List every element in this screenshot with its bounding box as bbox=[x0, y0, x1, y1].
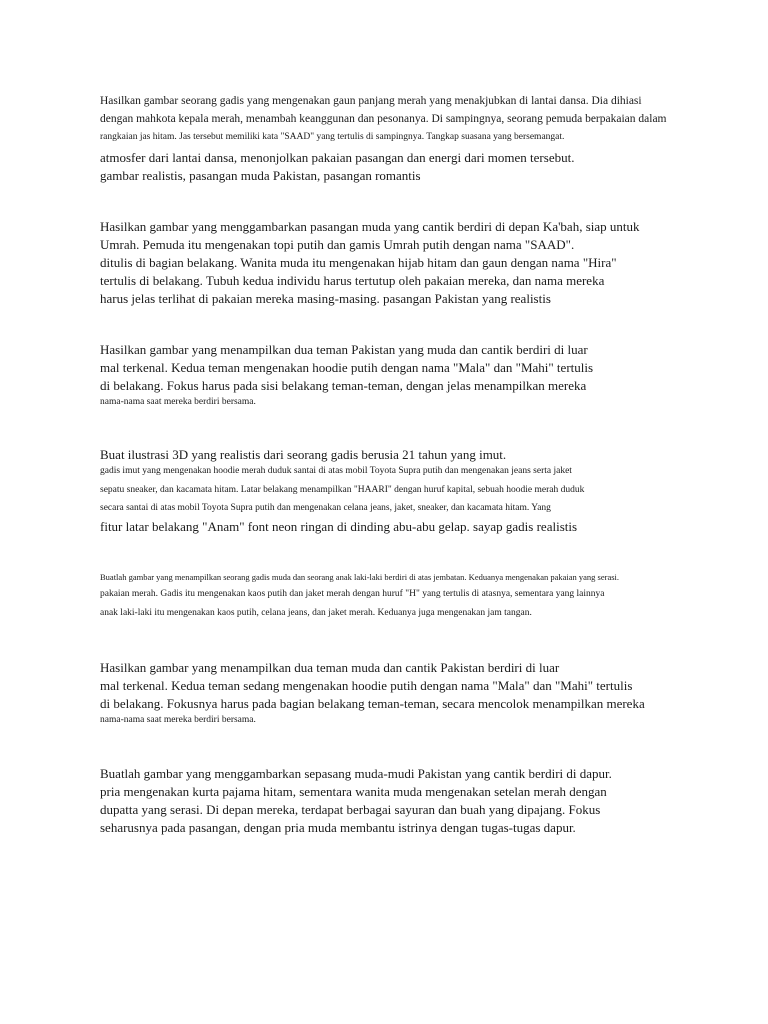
text-line: sepatu sneaker, dan kacamata hitam. Latar belakang menampilkan "HAARI" dengan huruf kapital, sebuah hoodie merah duduk bbox=[100, 485, 585, 495]
text-line: di belakang. Fokusnya harus pada bagian belakang teman-teman, secara mencolok menampilkan mereka bbox=[100, 696, 645, 711]
text-line: pakaian merah. Gadis itu mengenakan kaos putih dan jaket merah dengan huruf "H" yang tertulis di atasnya, sementara yang lainnya bbox=[100, 589, 605, 599]
text-line: mal terkenal. Kedua teman mengenakan hoodie putih dengan nama "Mala" dan "Mahi" tertulis bbox=[100, 360, 594, 375]
text-line: harus jelas terlihat di pakaian mereka masing-masing. pasangan Pakistan yang realistis bbox=[100, 291, 551, 306]
text-line: gadis imut yang mengenakan hoodie merah duduk santai di atas mobil Toyota Supra putih dan mengenakan jeans serta jaket bbox=[100, 466, 572, 476]
text-line: dengan mahkota kepala merah, menambah keanggunan dan pesonanya. Di sampingnya, seorang pemuda berpakaian dalam bbox=[100, 113, 667, 125]
text-line: anak laki-laki itu mengenakan kaos putih, celana jeans, dan jaket merah. Keduanya juga mengenakan jam tangan. bbox=[100, 608, 532, 618]
text-line: Hasilkan gambar yang menggambarkan pasangan muda yang cantik berdiri di depan Ka'bah, siap untuk bbox=[100, 219, 640, 234]
text-line: Buatlah gambar yang menampilkan seorang gadis muda dan seorang anak laki-laki berdiri di atas jembatan. Keduanya mengenakan pakaian yang serasi. bbox=[100, 572, 620, 582]
text-line: pria mengenakan kurta pajama hitam, sementara wanita muda mengenakan setelan merah dengan bbox=[100, 784, 607, 799]
text-line: Buat ilustrasi 3D yang realistis dari seorang gadis berusia 21 tahun yang imut. bbox=[100, 447, 507, 462]
text-line: Hasilkan gambar seorang gadis yang mengenakan gaun panjang merah yang menakjubkan di lantai dansa. Dia dihiasi bbox=[100, 95, 642, 107]
text-line: atmosfer dari lantai dansa, menonjolkan pakaian pasangan dan energi dari momen tersebut. bbox=[100, 150, 575, 165]
text-line: Hasilkan gambar yang menampilkan dua teman muda dan cantik Pakistan berdiri di luar bbox=[100, 660, 560, 675]
text-line: secara santai di atas mobil Toyota Supra putih dan mengenakan celana jeans, jaket, sneaker, dan kacamata hitam. Yang bbox=[100, 503, 551, 513]
text-line: rangkaian jas hitam. Jas tersebut memiliki kata "SAAD" yang tertulis di sampingnya. Tangkap suasana yang bersemangat. bbox=[100, 132, 565, 142]
text-line: dupatta yang serasi. Di depan mereka, terdapat berbagai sayuran dan buah yang dipajang. Fokus bbox=[100, 802, 601, 817]
text-line: ditulis di bagian belakang. Wanita muda itu mengenakan hijab hitam dan gaun dengan nama "Hira" bbox=[100, 255, 617, 270]
text-line: mal terkenal. Kedua teman sedang mengenakan hoodie putih dengan nama "Mala" dan "Mahi" tertulis bbox=[100, 678, 633, 693]
text-line: fitur latar belakang "Anam" font neon ringan di dinding abu-abu gelap. sayap gadis realistis bbox=[100, 519, 578, 534]
text-line: Hasilkan gambar yang menampilkan dua teman Pakistan yang muda dan cantik berdiri di luar bbox=[100, 342, 588, 357]
text-line: seharusnya pada pasangan, dengan pria muda membantu istrinya dengan tugas-tugas dapur. bbox=[100, 820, 576, 835]
text-line: di belakang. Fokus harus pada sisi belakang teman-teman, dengan jelas menampilkan mereka bbox=[100, 378, 587, 393]
text-line: nama-nama saat mereka berdiri bersama. bbox=[100, 715, 256, 725]
text-line: gambar realistis, pasangan muda Pakistan, pasangan romantis bbox=[100, 168, 421, 183]
text-line: tertulis di belakang. Tubuh kedua individu harus tertutup oleh pakaian mereka, dan nama mereka bbox=[100, 273, 605, 288]
text-line: Buatlah gambar yang menggambarkan sepasang muda-mudi Pakistan yang cantik berdiri di dapur. bbox=[100, 766, 612, 781]
text-line: Umrah. Pemuda itu mengenakan topi putih dan gamis Umrah putih dengan nama "SAAD". bbox=[100, 237, 575, 252]
text-line: nama-nama saat mereka berdiri bersama. bbox=[100, 397, 256, 407]
